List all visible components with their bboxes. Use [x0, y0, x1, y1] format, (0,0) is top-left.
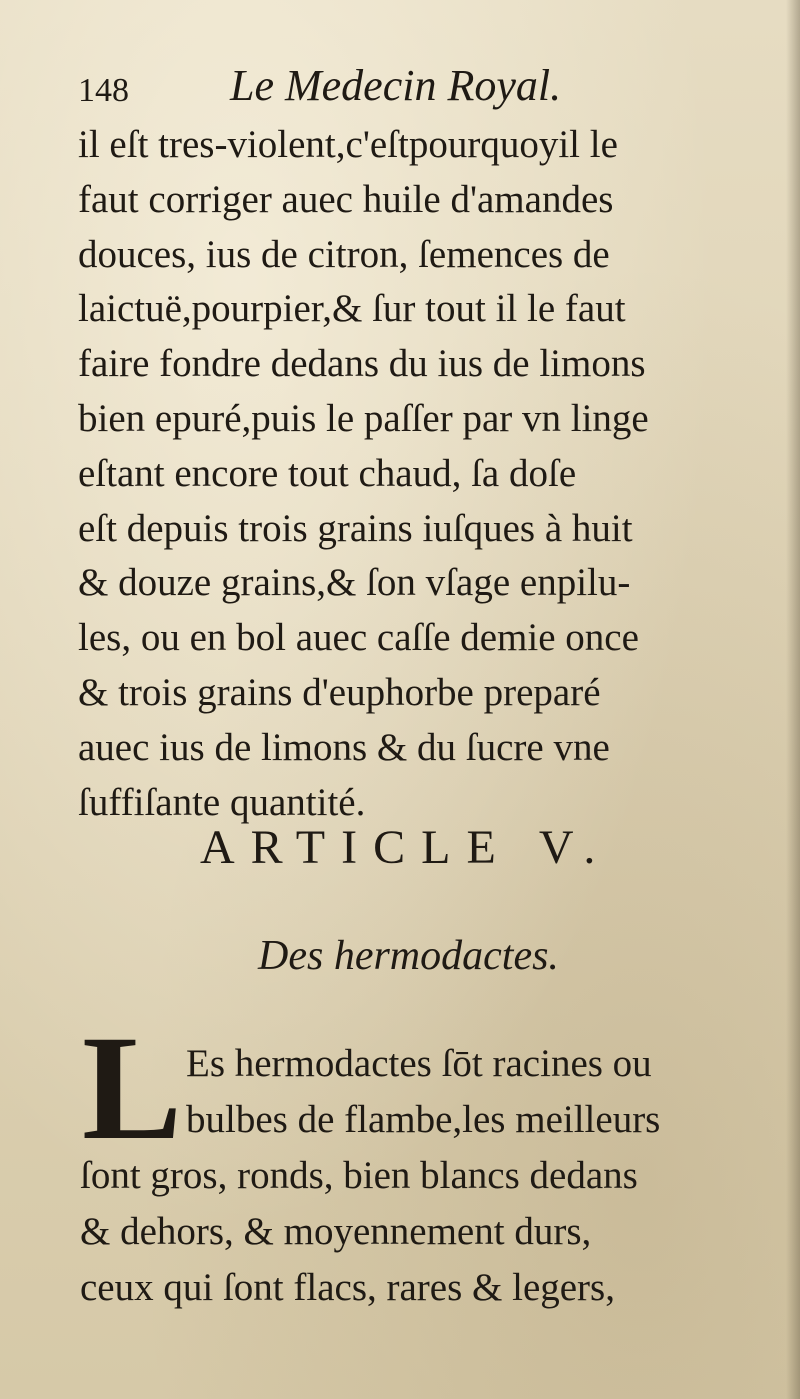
- running-title: Le Medecin Royal.: [230, 61, 562, 110]
- text-line: & trois grains d'euphorbe preparé: [78, 670, 601, 714]
- text-line: eſt depuis trois grains iuſques à huit: [78, 506, 633, 550]
- drop-cap-initial: L: [82, 1005, 183, 1171]
- text-line: auec ius de limons & du ſucre vne: [78, 725, 610, 769]
- text-line: & dehors, & moyennement durs,: [80, 1210, 592, 1253]
- text-line: douces, ius de citron, ſemences de: [78, 232, 610, 276]
- article-subheading: Des hermodactes.: [258, 933, 559, 979]
- text-line: eſtant encore tout chaud, ſa doſe: [78, 451, 577, 495]
- text-line: faire fondre dedans du ius de limons: [78, 342, 646, 386]
- text-line: bien epuré,puis le paſſer par vn linge: [78, 396, 649, 440]
- text-line: & douze grains,& ſon vſage enpilu-: [78, 561, 631, 605]
- text-line: laictuë,pourpier,& ſur tout il le faut: [78, 287, 626, 331]
- page-edge-shadow: [786, 0, 800, 1399]
- page-number: 148: [78, 72, 129, 109]
- text-line: ſont gros, ronds, bien blancs dedans: [80, 1154, 638, 1197]
- text-line: ceux qui ſont flacs, rares & legers,: [80, 1266, 615, 1309]
- running-header: [78, 58, 738, 114]
- text-line: Es hermodactes ſōt racines ou: [186, 1042, 652, 1085]
- article-heading: ARTICLE V.: [200, 821, 612, 874]
- text-line: il eſt tres-violent,c'eſtpourquoyil le: [78, 123, 618, 166]
- text-line: les, ou en bol auec caſſe demie once: [78, 616, 639, 660]
- text-line: faut corriger auec huile d'amandes: [78, 177, 614, 221]
- text-line: ſuffiſante quantité.: [78, 780, 366, 824]
- paragraph-2-continued: [80, 1148, 735, 1316]
- text-line: bulbes de flambe,les meilleurs: [186, 1098, 661, 1141]
- paragraph-1: [78, 118, 733, 830]
- paragraph-2-indented: [186, 1036, 734, 1148]
